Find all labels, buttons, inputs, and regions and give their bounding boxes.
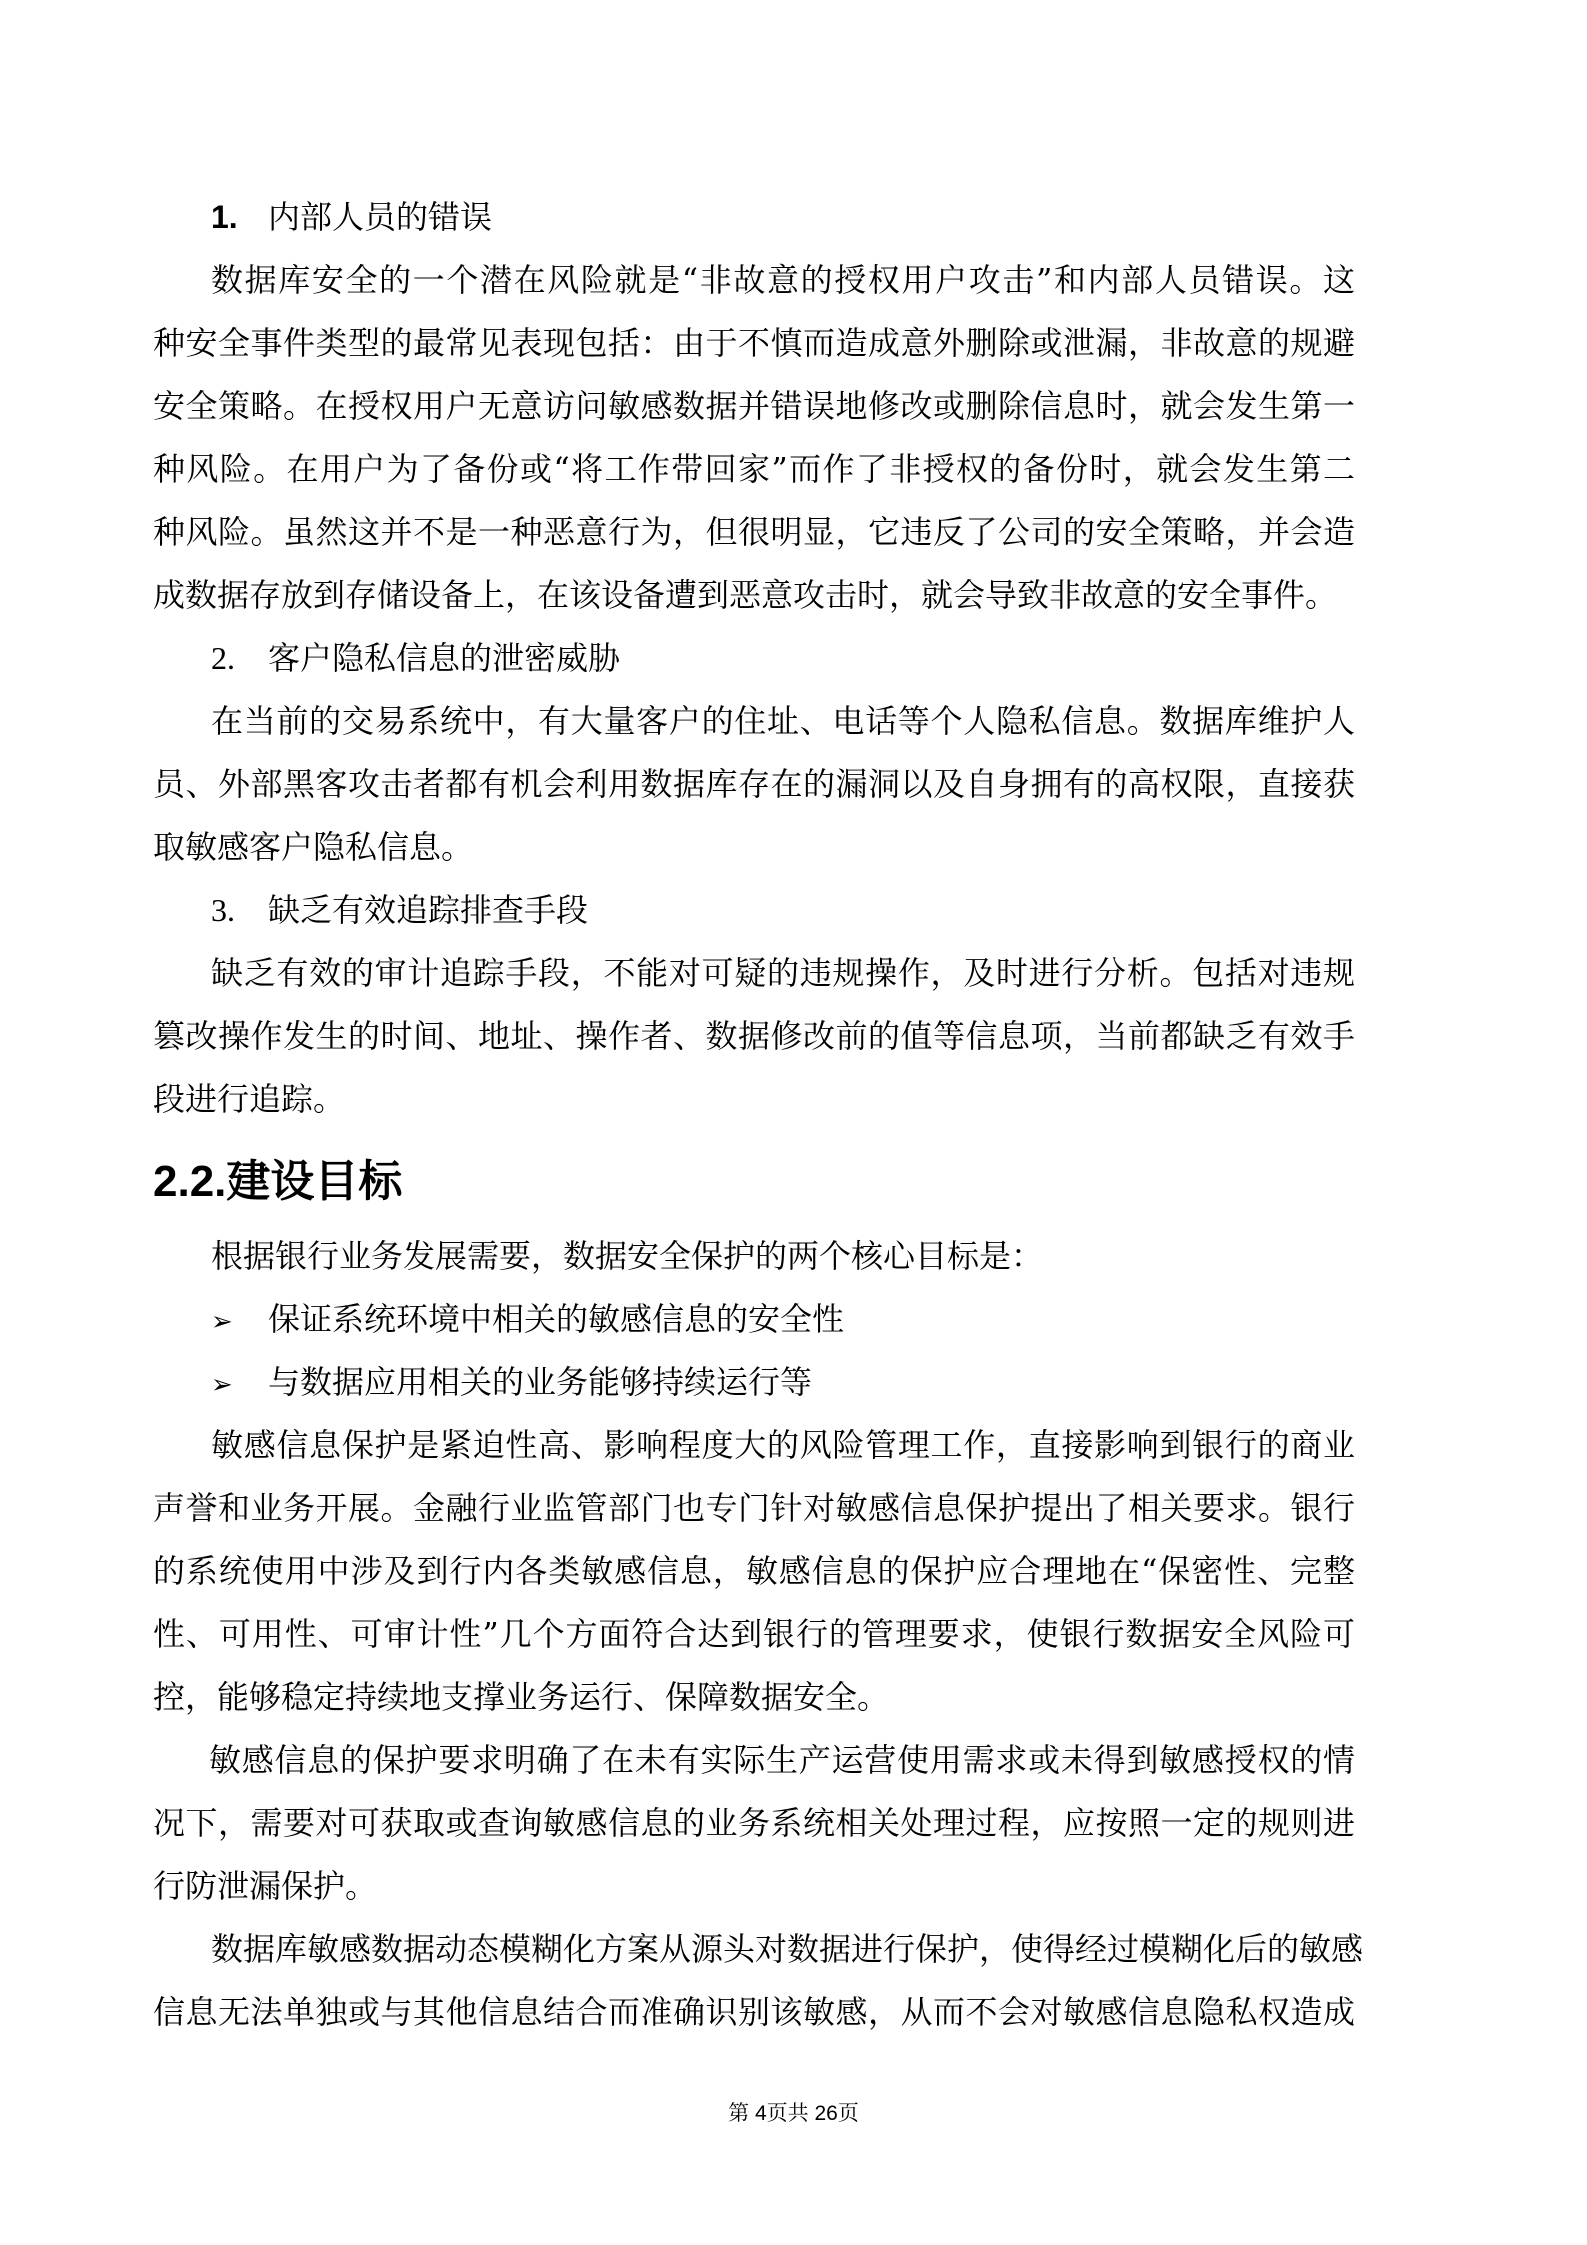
list-item-2-heading (153, 627, 1355, 690)
text-line: 种风险。在用户为了备份或“将工作带回家”而作了非授权的备份时，就会发生第二 (153, 450, 1355, 488)
text-line: 取敏感客户隐私信息。 (153, 828, 474, 866)
paragraph-masking-solution (153, 1918, 1364, 2044)
text-line: 敏感信息保护是紧迫性高、影响程度大的风险管理工作，直接影响到银行的商业 (211, 1426, 1355, 1464)
page-number: 第 4页共 26页 (728, 2102, 859, 2125)
list-title: 缺乏有效追踪排查手段 (268, 891, 589, 929)
document-body (153, 186, 1364, 2044)
paragraph-sensitive-info (153, 1414, 1355, 1729)
text-line: 员、外部黑客攻击者都有机会利用数据库存在的漏洞以及自身拥有的高权限，直接获 (153, 765, 1355, 803)
arrow-bullet-icon: ➢ (211, 1370, 233, 1400)
text-line: 数据库安全的一个潜在风险就是“非故意的授权用户攻击”和内部人员错误。这 (211, 261, 1355, 299)
text-line: 缺乏有效的审计追踪手段，不能对可疑的违规操作，及时进行分析。包括对违规 (211, 954, 1355, 992)
paragraph-privacy-leak (153, 690, 1355, 879)
list-item-1-heading (153, 186, 1355, 249)
bullet-item (153, 1288, 1355, 1351)
text-line: 控，能够稳定持续地支撑业务运行、保障数据安全。 (153, 1678, 890, 1716)
list-title: 内部人员的错误 (268, 198, 493, 236)
text-line: 成数据存放到存储设备上，在该设备遭到恶意攻击时，就会导致非故意的安全事件。 (153, 576, 1338, 614)
paragraph-tracking (153, 942, 1355, 1131)
list-number: 3. (211, 892, 235, 928)
text-line: 行防泄漏保护。 (153, 1867, 378, 1905)
text-line: 安全策略。在授权用户无意访问敏感数据并错误地修改或删除信息时，就会发生第一 (153, 387, 1355, 425)
list-item-3-heading (153, 879, 1355, 942)
bullet-item (153, 1351, 1355, 1414)
text-line: 篡改操作发生的时间、地址、操作者、数据修改前的值等信息项，当前都缺乏有效手 (153, 1017, 1355, 1055)
intro-text: 根据银行业务发展需要，数据安全保护的两个核心目标是： (211, 1237, 1044, 1275)
text-line: 数据库敏感数据动态模糊化方案从源头对数据进行保护，使得经过模糊化后的敏感 (211, 1930, 1364, 1968)
paragraph-protection-requirements (153, 1729, 1355, 1918)
text-line: 性、可用性、可审计性”几个方面符合达到银行的管理要求，使银行数据安全风险可 (153, 1615, 1355, 1653)
bullet-text: 保证系统环境中相关的敏感信息的安全性 (268, 1300, 845, 1338)
paragraph-internal-errors (153, 249, 1355, 627)
text-line: 种风险。虽然这并不是一种恶意行为，但很明显，它违反了公司的安全策略，并会造 (153, 513, 1355, 551)
text-line: 信息无法单独或与其他信息结合而准确识别该敏感，从而不会对敏感信息隐私权造成 (153, 1993, 1355, 2031)
list-title: 客户隐私信息的泄密威胁 (268, 639, 621, 677)
list-number: 1. (211, 199, 238, 235)
arrow-bullet-icon: ➢ (211, 1307, 233, 1337)
section-heading: 2.2.建设目标 (153, 1157, 403, 1206)
bullet-text: 与数据应用相关的业务能够持续运行等 (268, 1363, 813, 1401)
text-line: 段进行追踪。 (153, 1080, 346, 1118)
text-line: 敏感信息的保护要求明确了在未有实际生产运营使用需求或未得到敏感授权的情 (209, 1741, 1355, 1779)
text-line: 种安全事件类型的最常见表现包括：由于不慎而造成意外删除或泄漏，非故意的规避 (153, 324, 1355, 362)
text-line: 的系统使用中涉及到行内各类敏感信息，敏感信息的保护应合理地在“保密性、完整 (153, 1552, 1355, 1590)
text-line: 在当前的交易系统中，有大量客户的住址、电话等个人隐私信息。数据库维护人 (211, 702, 1355, 740)
text-line: 况下，需要对可获取或查询敏感信息的业务系统相关处理过程，应按照一定的规则进 (153, 1804, 1355, 1842)
text-line: 声誉和业务开展。金融行业监管部门也专门针对敏感信息保护提出了相关要求。银行 (153, 1489, 1355, 1527)
list-number: 2. (211, 640, 235, 676)
